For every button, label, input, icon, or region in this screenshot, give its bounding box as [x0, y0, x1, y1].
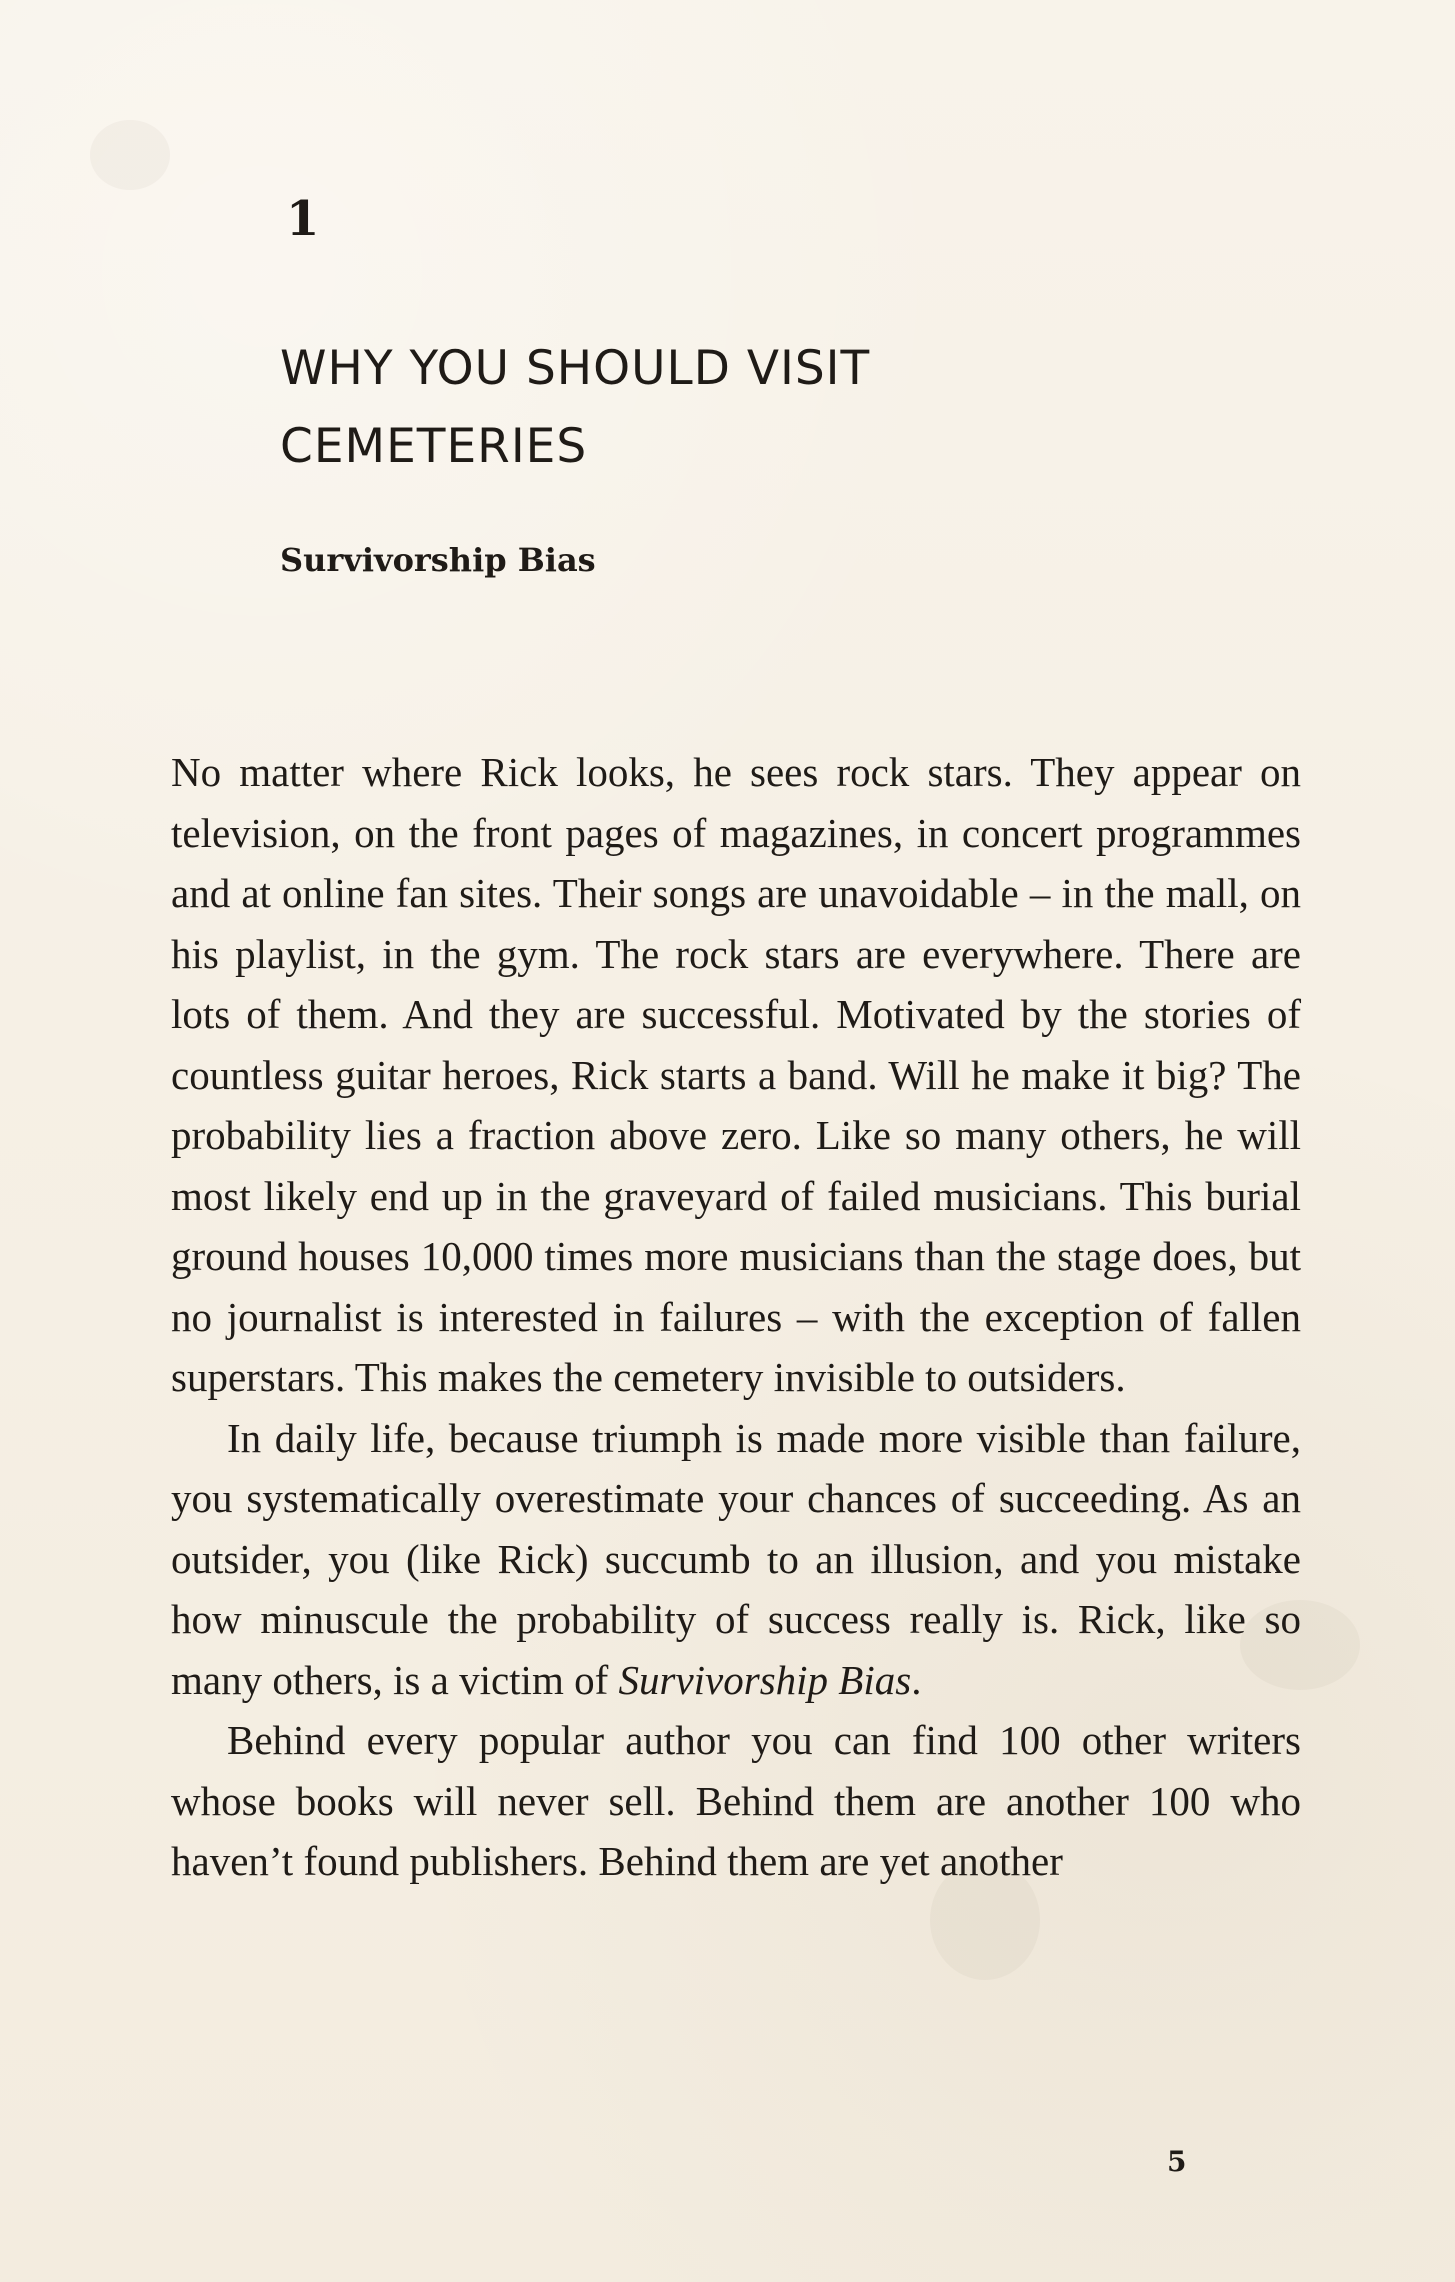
chapter-title: WHY YOU SHOULD VISIT CEMETERIES [280, 341, 871, 474]
paragraph: No matter where Rick looks, he sees rock stars. They appear on television, on the front pages of magazines, in concert programmes and at online fan sites. Their songs are unavoidable – in the mall, on his playlist, in the gym. The rock stars are everywhere. There are lots of them. And they are successful. Motivated by the stories of countless guitar heroes, Rick starts a band. Will he make it big? The probability lies a fraction above zero. Like so many others, he will most likely end up in the graveyard of failed musicians. This burial ground houses 10,000 times more musicians than the stage does, but no journalist is interested in failures – with the exception of fallen superstars. This makes the cemetery invisible to outsiders. [171, 749, 1301, 1400]
page-number: 5 [1167, 2145, 1187, 2178]
chapter-number: 1 [286, 191, 320, 247]
paper-stain [90, 120, 170, 190]
paragraph-text: . [911, 1656, 922, 1703]
chapter-subtitle: Survivorship Bias [280, 541, 596, 579]
paragraph-text: In daily life, because triumph is made more visible than failure, you systematically overestimate your chances of succeeding. As an outsider, you (like Rick) succumb to an illusion, and you mistake how minuscule the probability of success really is. Rick, like so many others, is a victim of [171, 1414, 1301, 1703]
paragraph: Behind every popular author you can find 100 other writers whose books will never sell. Behind them are another 100 who haven’t found publishers. Behind them are yet another [171, 1717, 1301, 1884]
paragraph [171, 1408, 1301, 1711]
italic-term: Survivorship Bias [618, 1656, 912, 1703]
body-text [171, 742, 1301, 1892]
